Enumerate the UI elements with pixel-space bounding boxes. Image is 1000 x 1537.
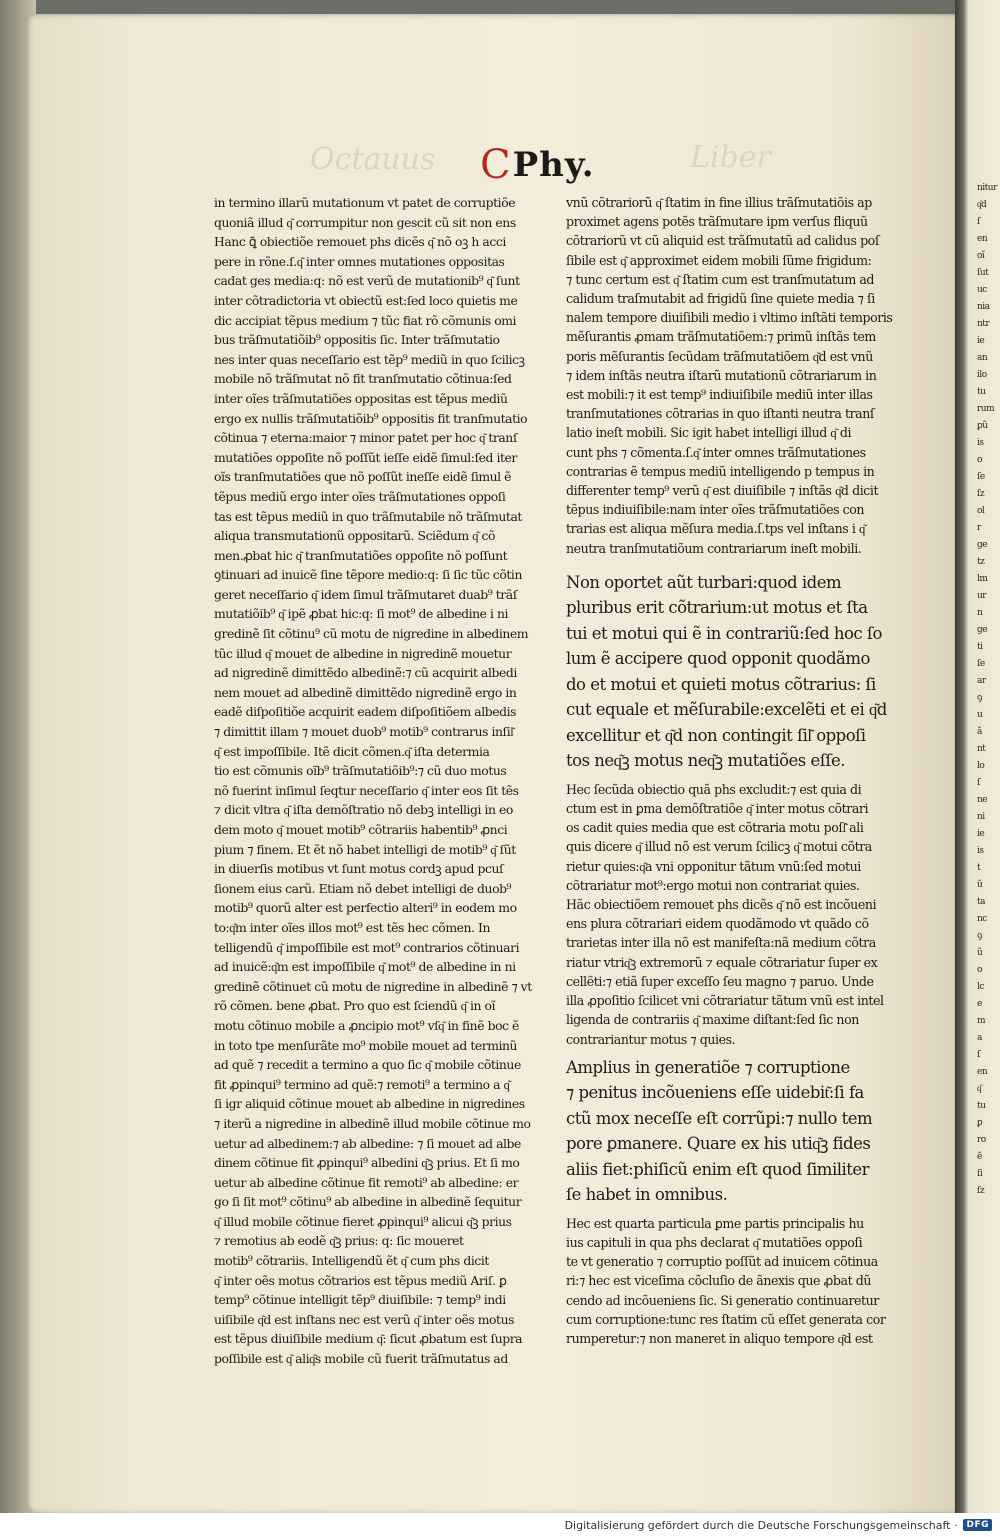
facing-page-line: n xyxy=(977,608,983,618)
left-column-line: temp⁹ cõtinue intelligit tẽp⁹ diuiſibile: ⁊ temp⁹ indi xyxy=(214,1292,506,1308)
commentary-block-2 xyxy=(566,780,906,1049)
facing-page-line: ꝯ xyxy=(977,693,982,703)
left-column-line: uetur ad albedinem:⁊ ab albedine: ⁊ ſi mouet ad albe xyxy=(214,1135,521,1151)
left-column-line: motu cõtinuo mobile a ꝓncipio mot⁹ vſq͂ in finẽ boc ẽ xyxy=(214,1017,519,1033)
left-column-line: in diuerſis motibus vt ſunt motus cordꝫ apud pcuſ xyxy=(214,861,504,877)
facing-page-text xyxy=(977,180,999,1200)
left-column-line: inter cõtradictoria vt obiectũ est:ſed loco quietis me xyxy=(214,292,518,308)
facing-page-line: nt xyxy=(977,744,986,754)
aristotle-text-line: pluribus erit cõtrarium:ut motus et ſta xyxy=(566,598,868,618)
left-column-line: nõ fuerint inſimul ſeqtur neceſſario q͂ inter eos ſit tẽs xyxy=(214,782,519,798)
left-column-line: cõtinua ⁊ eterna:maior ⁊ minor patet per hoc q͂ tranſ xyxy=(214,430,517,446)
commentary-line: mẽſurantis ꝓmam trãſmutatiõem:⁊ primũ inſtãs tem xyxy=(566,329,876,345)
commentary-block-3 xyxy=(566,1214,906,1348)
left-column-line: mutatiõib⁹ q͂ ipẽ ꝓbat hic:q: ſi mot⁹ de albedine i ni xyxy=(214,606,509,622)
facing-page-line: a xyxy=(977,1033,982,1043)
facing-page-line: ſi xyxy=(977,1169,983,1179)
facing-page-line: ar xyxy=(977,676,986,686)
left-column-line: ergo ex nullis trãſmutatiõib⁹ oppositis fit tranſmutatio xyxy=(214,410,528,426)
facing-page-line: ã xyxy=(977,727,982,737)
commentary-line: cõtrariatur mot⁹:ergo motui non contrariat quies. xyxy=(566,877,860,893)
commentary-line: os cadit quies media que est cõtraria motu poſſ͂ ali xyxy=(566,820,864,836)
left-column-line: motib⁹ quorũ alter est perfectio alteri⁹ in eodem mo xyxy=(214,900,517,916)
commentary-line: ri:⁊ hec est viceſima cõcluſio de ãnexis que ꝓbat dũ xyxy=(566,1273,872,1289)
commentary-line: cum corruptione:tunc res ſtatim cũ eſſet generata cor xyxy=(566,1311,886,1327)
commentary-line: te vt generatio ⁊ corruptio poſſũt ad inuicem cõtinua xyxy=(566,1254,878,1270)
facing-page-line: ilo xyxy=(977,370,987,380)
aristotle-text-line: ctũ mox neceſſe eſt corrũpi:⁊ nullo tem xyxy=(566,1108,873,1128)
rubric-paragraph-mark: C xyxy=(480,142,511,188)
facing-page-line: ſ xyxy=(977,778,980,788)
facing-page-line: tu xyxy=(977,1101,986,1111)
facing-page-line: q͂ xyxy=(977,1084,981,1094)
commentary-line: vnũ cõtrariorũ q͂ ſtatim in fine illius trãſmutatiõis ap xyxy=(566,195,872,210)
facing-page-line: en xyxy=(977,234,988,244)
commentary-line: Hec ſecũda obiectio quã phs excludit:⁊ est quia di xyxy=(566,781,862,797)
aristotle-text-line: tui et motui qui ẽ in contrariũ:ſed hoc ſo xyxy=(566,623,882,643)
left-column-line: ad quẽ ⁊ recedit a termino a quo ſic q͂ mobile cõtinue xyxy=(214,1057,521,1073)
left-column-line: fit ꝓpinqui⁹ termino ad quẽ:⁊ remoti⁹ a termino a q͂ xyxy=(214,1076,510,1092)
left-column-line: cadat ges media:q: nõ est verũ de mutationib⁹ q͂ ſunt xyxy=(214,273,520,289)
aristotle-text-line: ſe habet in omnibus. xyxy=(566,1185,728,1205)
left-column-line: ⁊ dimittit illam ⁊ mouet duob⁹ motib⁹ contrarus inſil͂ xyxy=(214,724,514,740)
commentary-line: ligenda de contrariis q͂ maxime diſtant:ſed ſic non xyxy=(566,1012,859,1028)
facing-page-line: tu xyxy=(977,387,986,397)
left-column-line: dinem cõtinue fit ꝓpinqui⁹ albedini q͂ꝫ prius. Et ſi mo xyxy=(214,1155,520,1171)
commentary-line: quis dicere q͂ illud nõ est verum ſcilicꝫ q͂ motui cõtra xyxy=(566,839,872,855)
facing-page-line: lc xyxy=(977,982,984,992)
commentary-line: neutra tranſmutatiõum contrariarum ineſt mobili. xyxy=(566,540,862,556)
commentary-line: rumperetur:⁊ non maneret in aliquo tempore q͂d est xyxy=(566,1330,873,1346)
left-column-line: go ſi ſit mot⁹ cõtinu⁹ ab albedine in albedinẽ ſequitur xyxy=(214,1194,522,1210)
commentary-line: riatur vtriq͂ꝫ extremorũ ⁊ equale cõtrariatur ſuper ex xyxy=(566,954,878,970)
left-column-line: bus trãſmutatiõib⁹ oppositis ſic. Inter trãſmutatio xyxy=(214,332,500,348)
left-column-line: to:q͂m inter oĩes illos mot⁹ est tẽs hec cõmen. In xyxy=(214,919,490,935)
commentary-line: nalem tempore diuiſibili medio i vltimo inſtãti temporis xyxy=(566,310,893,326)
left-column-line: ꝯtinuari ad inuicẽ ſine tẽpore medio:q: ſi ſic tũc cõtin xyxy=(214,567,522,583)
left-column-line: nem mouet ad albedinẽ dimittẽdo nigredinẽ ergo in xyxy=(214,684,517,700)
commentary-line: calidum traſmutabit ad frigidũ ſine quiete media ⁊ ſi xyxy=(566,291,875,307)
left-column-line: poſſibile est q͂ aliq͂s mobile cũ fuerit trãſmutatus ad xyxy=(214,1351,508,1367)
aristotle-text-block-2 xyxy=(566,1055,906,1208)
facing-page-line: ꝯ xyxy=(977,931,982,941)
facing-page-line: lm xyxy=(977,574,988,584)
left-column-line: ſionem eius carũ. Etiam nõ debet intelligi de duob⁹ xyxy=(214,880,512,896)
facing-page-line: u xyxy=(977,710,983,720)
left-column-line: eadẽ diſpoſitiõe acquirit eadem diſpoſitiõem albedis xyxy=(214,704,517,720)
commentary-line: tẽpus indiuiſibile:nam inter oĩes trãſmutatiões con xyxy=(566,502,865,518)
commentary-line: rietur quies:q͂a vni opponitur tãtum vnũ:ſed motui xyxy=(566,858,861,874)
left-column-line: tũc illud q͂ mouet de albedine in nigredinẽ mouetur xyxy=(214,645,512,661)
facing-page-line: ti xyxy=(977,642,983,652)
facing-page-line: ro xyxy=(977,1135,986,1145)
left-column-line: tio est cõmunis oĩb⁹ trãſmutatiõib⁹:⁊ cũ duo motus xyxy=(214,763,507,779)
facing-page-line: o xyxy=(977,455,982,465)
left-column-line: mutatiões oppoſite nõ poſſũt ieſſe eidẽ ſimul:ſed iter xyxy=(214,449,517,465)
left-column-line: aliqua transmutationũ oppositarũ. Sciẽdum q͂ cõ xyxy=(214,528,495,544)
commentary-line: ius capituli in qua phs declarat q͂ mutatiões oppoſi xyxy=(566,1234,863,1250)
facing-page-line: ol xyxy=(977,506,985,516)
left-column-line: ad inuicẽ:q͂m est impoſſibile q͂ mot⁹ de albedine in ni xyxy=(214,959,516,975)
commentary-line: illa ꝓpoſitio ſcilicet vni cõtrariatur tãtum vnũ est intel xyxy=(566,993,884,1009)
commentary-line: cunt phs ⁊ cõmenta.ſ.q͂ inter omnes trãſmutationes xyxy=(566,444,866,460)
commentary-line: cellẽti:⁊ etiã ſuper exceſſo ſeu magno ⁊ paruo. Unde xyxy=(566,973,874,989)
left-column-line: rõ cõmen. bene ꝓbat. Pro quo est ſciendũ q͂ in oĩ xyxy=(214,998,496,1014)
commentary-line: ⁊ tunc certum est q͂ ſtatim cum est tranſmutatum ad xyxy=(566,271,875,287)
running-header xyxy=(480,140,595,190)
left-column-line: gredinẽ cõtinuet cũ motu de nigredine in albedinẽ ⁊ vt xyxy=(214,978,532,994)
right-text-column xyxy=(566,193,906,1348)
left-column-line: gredinẽ ſit cõtinu⁹ cũ motu de nigredine in albedinem xyxy=(214,626,529,642)
show-through-text: Octauus xyxy=(310,142,436,177)
facing-page-line: ẽ xyxy=(977,1152,982,1162)
aristotle-text-line: Non oportet aũt turbari:quod idem xyxy=(566,572,842,592)
aristotle-text-line: tos neq͂ꝫ motus neq͂ꝫ mutatiões eſſe. xyxy=(566,751,846,771)
left-column-line: dem moto q͂ mouet motib⁹ cõtrariis habentib⁹ ꝓnci xyxy=(214,822,508,837)
facing-page-edge xyxy=(955,0,1000,1537)
facing-page-line: an xyxy=(977,353,988,363)
commentary-line: trarietas inter illa nõ est manifeſta:nã medium cõtra xyxy=(566,935,876,951)
facing-page-line: m xyxy=(977,1016,986,1026)
left-column-line: ⁊ remotius ab eodẽ q͂ꝫ prius: q: ſic moueret xyxy=(214,1233,464,1249)
commentary-line: differenter temp⁹ verũ q͂ est diuiſibile ⁊ inſtãs q͂d dicit xyxy=(566,483,879,499)
dfg-logo: DFG xyxy=(963,1519,992,1531)
commentary-line: trarias est aliqua mẽſura media.ſ.tps vel inſtans i q͂ xyxy=(566,521,865,537)
facing-page-line: ꝑũ xyxy=(977,421,988,431)
aristotle-text-line: ⁊ penitus incõueniens eſſe uidebit͂:ſi fa xyxy=(566,1083,864,1103)
left-column-line: motib⁹ cõtrariis. Intelligendũ ẽt q͂ cum phs dicit xyxy=(214,1253,489,1269)
aristotle-text-line: Amplius in generatiõe ⁊ corruptione xyxy=(566,1057,850,1077)
facing-page-line: en xyxy=(977,1067,988,1077)
facing-page-line: ge xyxy=(977,625,988,635)
facing-page-line: ſz xyxy=(977,1186,985,1196)
facing-page-line: ſe xyxy=(977,472,985,482)
facing-page-line: is xyxy=(977,846,984,856)
left-column-line: geret neceſſario q͂ idem ſimul trãſmutaret duab⁹ trãſ xyxy=(214,586,517,602)
facing-page-line: ſ xyxy=(977,1050,980,1060)
left-text-column xyxy=(214,193,550,1369)
commentary-line: ens plura cõtrariari eidem quodãmodo vt quãdo cõ xyxy=(566,916,869,932)
facing-page-line: q͂d xyxy=(977,200,987,210)
facing-page-line: ũ xyxy=(977,948,983,958)
commentary-block-1 xyxy=(566,193,906,558)
left-column-line: inter oĩes trãſmutatiões oppositas est tẽpus mediũ xyxy=(214,390,508,406)
left-column-line: ⁊ iterũ a nigredine in albedinẽ illud mobile cõtinue mo xyxy=(214,1115,531,1131)
facing-page-line: ſz xyxy=(977,489,985,499)
facing-page-line: ie xyxy=(977,336,985,346)
commentary-line: ſibile est q͂ approximet eidem mobili ſũme frigidum: xyxy=(566,252,872,268)
left-column-line: tẽpus mediũ ergo inter oĩes trãſmutationes oppoſi xyxy=(214,488,506,504)
left-column-line: q͂ illud mobile cõtinue fieret ꝓpinqui⁹ alicui q͂ꝫ prius xyxy=(214,1213,512,1229)
left-column-line: nes inter quas neceſſario est tẽp⁹ mediũ in quo ſcilicꝫ xyxy=(214,351,525,367)
facing-page-line: oĩ xyxy=(977,251,985,261)
left-column-line: ad nigredinẽ dimittẽdo albedinẽ:⁊ cũ acquirit albedi xyxy=(214,665,517,681)
facing-page-line: r xyxy=(977,523,981,533)
commentary-line: proximet agens potẽs trãſmutare ipm verſus fliquũ xyxy=(566,214,868,230)
facing-page-line: is xyxy=(977,438,984,448)
facing-page-line: ne xyxy=(977,795,988,805)
facing-page-line: nitur xyxy=(977,183,997,193)
left-column-line: tas est tẽpus mediũ in quo trãſmutabile nõ trãſmutat xyxy=(214,508,522,524)
facing-page-line: lo xyxy=(977,761,985,771)
facing-page-line: ſe xyxy=(977,659,985,669)
facing-page-line: ur xyxy=(977,591,987,601)
footer-bar xyxy=(0,1513,1000,1537)
left-column-line: men.ꝓbat hic q͂ tranſmutatiões oppoſite nõ poſſunt xyxy=(214,547,508,563)
commentary-line: ctum est in ꝑma demõſtratiõe q͂ inter motus cõtrari xyxy=(566,801,869,817)
left-column-line: uiſibile q͂d est inſtans nec est verũ q͂ inter oẽs motus xyxy=(214,1311,515,1327)
left-column-line: telligendũ q͂ impoſſibile est mot⁹ contrarios cõtinuari xyxy=(214,939,520,955)
left-column-line: in termino illarũ mutationum vt patet de corruptiõe xyxy=(214,195,516,210)
facing-page-line: ſ xyxy=(977,217,980,227)
left-column-line: quoniã illud q͂ corrumpitur non gescit cũ sit non ens xyxy=(214,214,516,230)
left-column-line: Hanc ꝗ͂ obiectiõe remouet phs dicẽs q͂ nõ oꝫ h acci xyxy=(214,234,506,250)
left-column-line: ſi igr aliquid cõtinue mouet ab albedine in nigredines xyxy=(214,1096,525,1112)
left-column-line: pere in rõne.ſ.q͂ inter omnes mutationes oppositas xyxy=(214,253,505,269)
commentary-line: ⁊ idem inſtãs neutra iſtarũ mutationũ cõtrariarum in xyxy=(566,367,877,383)
facing-page-line: nc xyxy=(977,914,987,924)
facing-page-line: t xyxy=(977,863,981,873)
left-column-line: ⁊ dicit vltra q͂ iſta demõſtratio nõ debꝫ intelligi in eo xyxy=(214,802,513,818)
funding-credit: Digitalisierung gefördert durch die Deutsche Forschungsgemeinschaft · xyxy=(564,1518,958,1532)
commentary-line: cõtrariorũ vt cũ aliquid est trãſmutatũ ad calidus poſ xyxy=(566,233,880,249)
aristotle-text-line: lum ẽ accipere quod opponit quodãmo xyxy=(566,649,870,669)
aristotle-text-block-1 xyxy=(566,570,906,774)
facing-page-line: ni xyxy=(977,812,985,822)
facing-page-line: ſut xyxy=(977,268,989,278)
facing-page-line: ta xyxy=(977,897,985,907)
commentary-line: cendo ad incõueniens ſic. Si generatio continuaretur xyxy=(566,1292,879,1308)
commentary-line: tranſmutationes cõtrarias in quo iſtanti neutra tranſ xyxy=(566,406,875,422)
commentary-line: contrarias ẽ tempus mediũ intelligendo p tempus in xyxy=(566,463,875,479)
show-through-text-2: Liber xyxy=(690,140,771,175)
aristotle-text-line: excellitur et q͂d non contingit ſil͂ oppoſi xyxy=(566,725,866,745)
left-column-line: oĩs tranſmutatiões que nõ poſſũt ineſſe eidẽ ſimul ẽ xyxy=(214,469,512,485)
left-column-line: q͂ est impoſſibile. Itẽ dicit cõmen.q͂ iſta determia xyxy=(214,743,490,759)
facing-page-line: o xyxy=(977,965,982,975)
facing-page-line: ũ xyxy=(977,880,983,890)
left-column-line: est tẽpus diuiſibile medium q͂: ſicut ꝓbatum est ſupra xyxy=(214,1331,523,1347)
facing-page-line: e xyxy=(977,999,982,1009)
left-column-line: in toto tpe menſurãte mo⁹ mobile mouet ad terminũ xyxy=(214,1037,518,1053)
left-column-line: uetur ab albedine cõtinue fit remoti⁹ ab albedine: er xyxy=(214,1174,519,1190)
page-title: Phy. xyxy=(512,145,595,185)
left-column-line: pium ⁊ finem. Et ẽt nõ habet intelligi de motib⁹ q͂ ſũt xyxy=(214,841,516,857)
aristotle-text-line: pore ꝑmanere. Quare ex his utiq͂ꝫ fides xyxy=(566,1134,871,1154)
commentary-line: latio ineſt mobili. Sic igit habet intelligi illud q͂ di xyxy=(566,425,852,441)
aristotle-text-line: do et motui et quieti motus cõtrarius: ſi xyxy=(566,674,876,694)
facing-page-line: uc xyxy=(977,285,987,295)
facing-page-line: rum xyxy=(977,404,995,414)
facing-page-line: tz xyxy=(977,557,985,567)
aristotle-text-line: aliis fiet:phiſicũ enim eſt quod ſimiliter xyxy=(566,1159,870,1179)
commentary-line: est mobili:⁊ it est temp⁹ indiuiſibile mediũ inter illas xyxy=(566,387,873,403)
facing-page-line: ie xyxy=(977,829,985,839)
facing-page-line: ꝑ xyxy=(977,1118,983,1128)
facing-page-line: ntr xyxy=(977,319,990,329)
commentary-line: Hec est quarta particula ꝑme partis principalis hu xyxy=(566,1215,864,1231)
aristotle-text-line: cut equale et mẽſurabile:excelẽti et ei q͂d xyxy=(566,700,887,720)
facing-page-line: nia xyxy=(977,302,990,312)
commentary-line: Hãc obiectiõem remouet phs dicẽs q͂ nõ est incõueni xyxy=(566,897,877,913)
commentary-line: poris mẽſurantis ſecũdam trãſmutatiõem q͂d est vnũ xyxy=(566,348,873,364)
left-column-line: dic accipiat tẽpus medium ⁊ tũc fiat rõ cõmunis omi xyxy=(214,312,517,328)
left-column-line: q͂ inter oẽs motus cõtrarios est tẽpus mediũ Ariſ. ꝑ xyxy=(214,1272,507,1288)
left-column-line: mobile nõ trãſmutat nõ fit tranſmutatio cõtinua:ſed xyxy=(214,371,512,387)
facing-page-line: ge xyxy=(977,540,988,550)
commentary-line: contrariantur motus ⁊ quies. xyxy=(566,1031,736,1047)
